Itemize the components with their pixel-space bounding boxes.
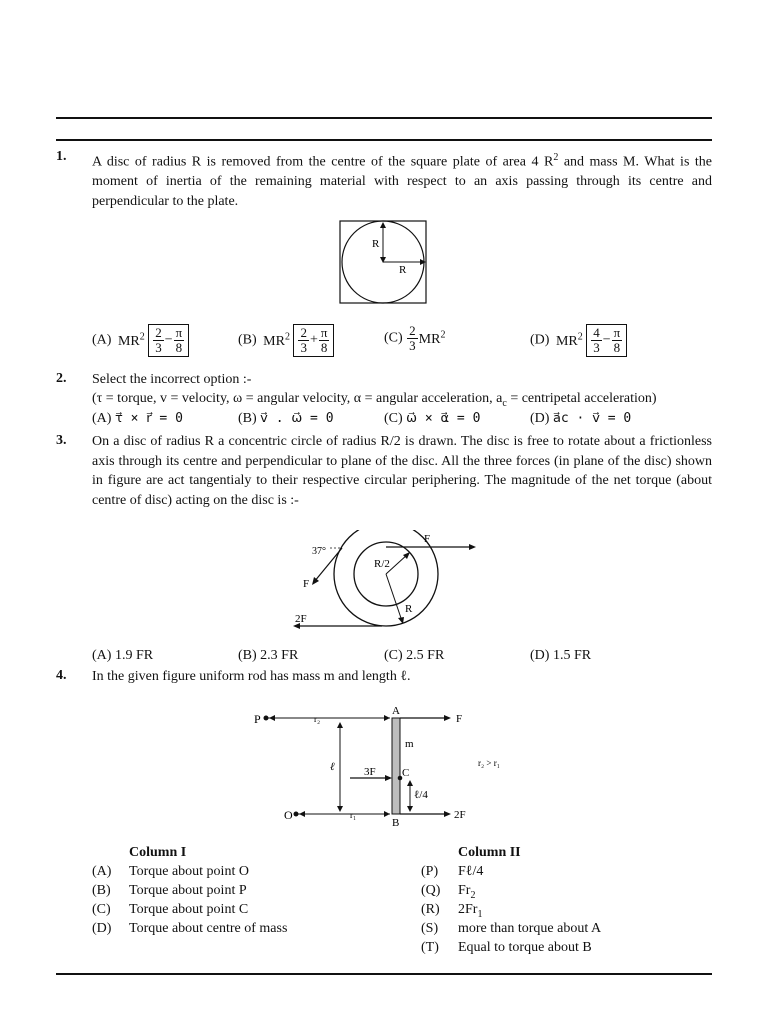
question-1-figure [338, 219, 430, 305]
column-2-item-r[interactable]: (R) $2Fr_1$ [421, 902, 483, 920]
q1-option-d[interactable]: (D) $MR^2$ $\frac{4}{3}$ − $\frac{\pi}{8}$ [530, 324, 627, 357]
q1-option-c[interactable]: (C) $\frac{2}{3}$ $MR^2$ [384, 323, 446, 353]
column-2-item-t[interactable]: (T) Equal to torque about B [421, 940, 592, 955]
fig4-label-r1: r₁ [350, 810, 357, 820]
header-rule-bottom [56, 139, 712, 141]
question-3-number: 3. [56, 433, 67, 448]
q3-option-c[interactable]: (C) 2.5 FR [384, 648, 445, 663]
q1-option-a[interactable]: (A) $MR^2$ $\frac{2}{3}$ − $\frac{\pi}{8}$ [92, 324, 189, 357]
question-3-text: On a disc of radius R a concentric circle of radius R/2 is drawn. The disc is free to rotate about a frictionless axis through its centre and perpendicular to plane of the disc. All the three forces (in plane of the disc) shown in figure are act tangentialy to their respective circular periphering. The magnitude of the net torque (about centre of disc) acting on the disc is :- [92, 434, 712, 508]
fig4-label-c: C [402, 767, 410, 779]
question-4-text: In the given figure uniform rod has mass m and length ℓ. [92, 669, 411, 684]
fig3-label-2f: 2F [295, 613, 307, 625]
question-4-figure [250, 702, 530, 830]
question-4-number: 4. [56, 668, 67, 683]
footer-rule [56, 973, 712, 975]
question-2-line2: (τ = torque, v = velocity, ω = angular velocity, α = angular acceleration, $a_c$ = centripetal acceleration) [92, 391, 657, 409]
fig3-label-f-top: F [424, 533, 431, 545]
fig4-label-m: m [405, 738, 414, 750]
column-1-item-b[interactable]: (B) Torque about point P [92, 883, 247, 898]
fig4-label-condition: r₂ > r₁ [478, 758, 500, 768]
column-2-heading: Column II [458, 845, 521, 860]
column-2-item-p[interactable]: (P) Fℓ/4 [421, 864, 484, 879]
q2-option-c[interactable]: (C) ω⃗ × α⃗ = 0 [384, 411, 481, 426]
question-2-line1: Select the incorrect option :- [92, 372, 252, 387]
fig3-label-f-left: F [303, 578, 310, 590]
column-1-item-c[interactable]: (C) Torque about point C [92, 902, 249, 917]
fig1-label-r-vertical: R [372, 238, 380, 250]
fig3-label-r-half: R/2 [374, 558, 390, 570]
fig4-label-3f: 3F [364, 766, 376, 778]
fig4-label-b: B [392, 817, 400, 829]
column-1-item-a[interactable]: (A) Torque about point O [92, 864, 249, 879]
fig3-label-angle: 37° [312, 546, 326, 557]
q3-option-b[interactable]: (B) 2.3 FR [238, 648, 299, 663]
q2-option-d[interactable]: (D) a⃗c · v⃗ = 0 [530, 411, 632, 426]
fig4-label-2f: 2F [454, 809, 466, 821]
column-1-heading: Column I [129, 845, 187, 860]
fig4-label-a: A [392, 705, 400, 717]
fig4-label-l4: ℓ/4 [414, 789, 428, 801]
q2-option-a[interactable]: (A) τ⃗ × r⃗ = 0 [92, 411, 183, 426]
fig3-label-r: R [405, 603, 413, 615]
q1-option-b[interactable]: (B) $MR^2$ $\frac{2}{3}$ + $\frac{\pi}{8}$ [238, 324, 334, 357]
fig4-label-l: ℓ [330, 761, 335, 773]
q3-option-d[interactable]: (D) 1.5 FR [530, 648, 592, 663]
column-1-item-d[interactable]: (D) Torque about centre of mass [92, 921, 288, 936]
fig4-label-o: O [284, 808, 293, 822]
q2-option-b[interactable]: (B) v⃗ . ω⃗ = 0 [238, 411, 334, 426]
header-rule-top [56, 117, 712, 119]
column-2-item-q[interactable]: (Q) $Fr_2$ [421, 883, 476, 901]
question-1-number: 1. [56, 149, 67, 164]
fig4-label-r2: r₂ [314, 714, 321, 724]
question-2-number: 2. [56, 371, 67, 386]
fig4-label-p: P [254, 712, 261, 726]
fig4-label-f: F [456, 713, 463, 725]
q3-option-a[interactable]: (A) 1.9 FR [92, 648, 154, 663]
fig1-label-r-horizontal: R [399, 264, 407, 276]
question-1-text: A disc of radius R is removed from the centre of the square plate of area 4 $R^2$ and mass M. What is the moment of inertia of the remaining material with respect to an axis passing through its centre and perpendicular to the plate. [92, 152, 713, 209]
question-3-figure [290, 530, 490, 634]
column-2-item-s[interactable]: (S) more than torque about A [421, 921, 602, 936]
